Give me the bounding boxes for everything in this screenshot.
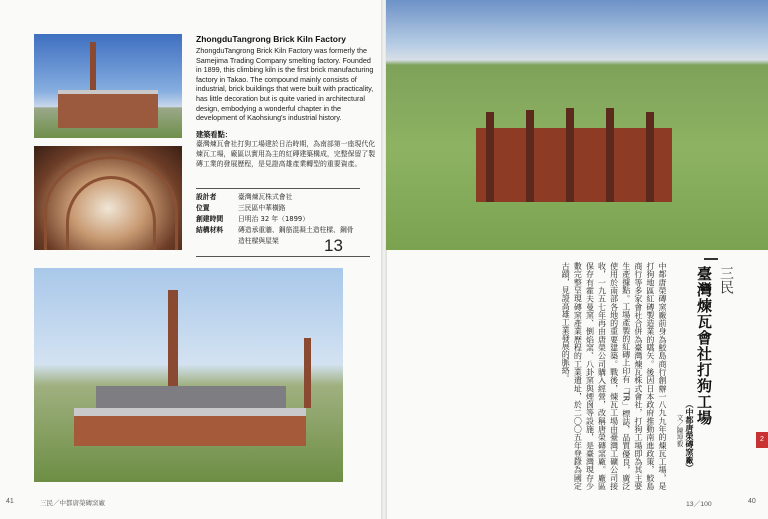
info-value: 日明治 32 年（1899） xyxy=(238,215,310,223)
category-rule xyxy=(704,258,718,260)
info-row xyxy=(196,203,360,214)
info-value: 磚造承重牆、鋼筋混凝土造柱樑、鋼骨造柱樑與屋架 xyxy=(238,226,354,245)
ruin-pillar xyxy=(606,108,614,202)
architecture-highlights-text: 臺灣煉瓦會社打狗工場建於日治時期，為南部第一座現代化煉瓦工場，廠區以實用為主的紅磚建築構成，完整保留了製磚工業的發展歷程，是見證高雄產業轉型的重要資產。 xyxy=(196,140,376,168)
divider xyxy=(196,256,370,257)
ruin-pillar xyxy=(526,110,534,202)
info-label: 結構材料 xyxy=(196,226,224,234)
info-label: 創建時間 xyxy=(196,215,224,223)
photo-kiln-exterior xyxy=(34,34,182,138)
english-title: ZhongduTangrong Brick Kiln Factory xyxy=(196,34,347,44)
ruin-pillar xyxy=(566,108,574,202)
photo-kiln-tunnel xyxy=(34,146,182,250)
ruin-pillar xyxy=(486,112,494,202)
running-footer-right: 13／100 xyxy=(686,501,712,508)
page-number-left: 41 xyxy=(6,498,14,505)
page-number-right: 40 xyxy=(748,498,756,505)
district-category: 三民 xyxy=(718,266,734,294)
kiln-roof xyxy=(74,408,306,416)
chimney xyxy=(90,42,96,94)
photo-kiln-aerial xyxy=(34,268,343,482)
entry-number: 13 xyxy=(324,236,343,255)
info-label: 設計者 xyxy=(196,193,217,201)
article-body: 中都唐榮磚窯廠前身為鮫島商行創辦一八九九年的煉瓦工場，是打狗地區紅磚製造業的嚆矢。後因日本政府推動南進政策，鮫島商行等多家會社合併為臺灣煉瓦株式會社，打狗工場即為其主要生產據點。工場產製的紅磚上印有「TR」標誌，品質優良，廣泛使用於南部各地的重要建築。戰後，煉瓦工場由臺灣工礦公司接收，一九五七年再由唐榮公司購入經營，改稱唐榮磚窯廠。廠區保存有霍夫曼窯、倒焰窯、八卦窯與煙囪等設施，是臺灣現存少數完整呈現磚窯產業歷程的工業遺址，於二〇〇五年登錄為國定古蹟，見證高雄工業發展的脈絡。 xyxy=(561,262,667,490)
chapter-tab: 2 xyxy=(756,432,768,448)
photo-kiln-ruins xyxy=(386,0,768,250)
kiln-ruin xyxy=(476,128,672,202)
info-value: 臺灣煉瓦株式會社 xyxy=(238,193,293,201)
info-label: 位置 xyxy=(196,204,210,212)
info-row xyxy=(196,192,360,203)
article-author: 文／陳坤毅 xyxy=(675,414,683,447)
architecture-highlights-heading: 建築看點： xyxy=(196,130,232,139)
article-title: 臺灣煉瓦會社打狗工場 xyxy=(695,266,713,426)
info-row xyxy=(196,214,360,225)
chimney xyxy=(304,338,311,408)
article-subtitle: （中都唐榮磚窯廠） xyxy=(685,400,694,472)
kiln-building xyxy=(58,90,158,128)
kiln-wall xyxy=(74,412,306,446)
running-footer-left: 三民／中都唐榮磚窯廠 xyxy=(40,499,105,507)
ruin-pillar xyxy=(646,112,654,202)
info-value: 三民區中華橫路 xyxy=(238,204,286,212)
english-description: ZhongduTangrong Brick Kiln Factory was formerly the Samejima Trading Company smelting factory. Founded in 1899, this climbing kiln is the first brick manufacturing factory in Takao. The compound mainly consists of industrial, brick buildings that were built with practicality, has little decoration but is quite varied in architectural design, embodying a wonderful chapter in the development of Kaohsiung's industrial history. xyxy=(196,46,374,123)
